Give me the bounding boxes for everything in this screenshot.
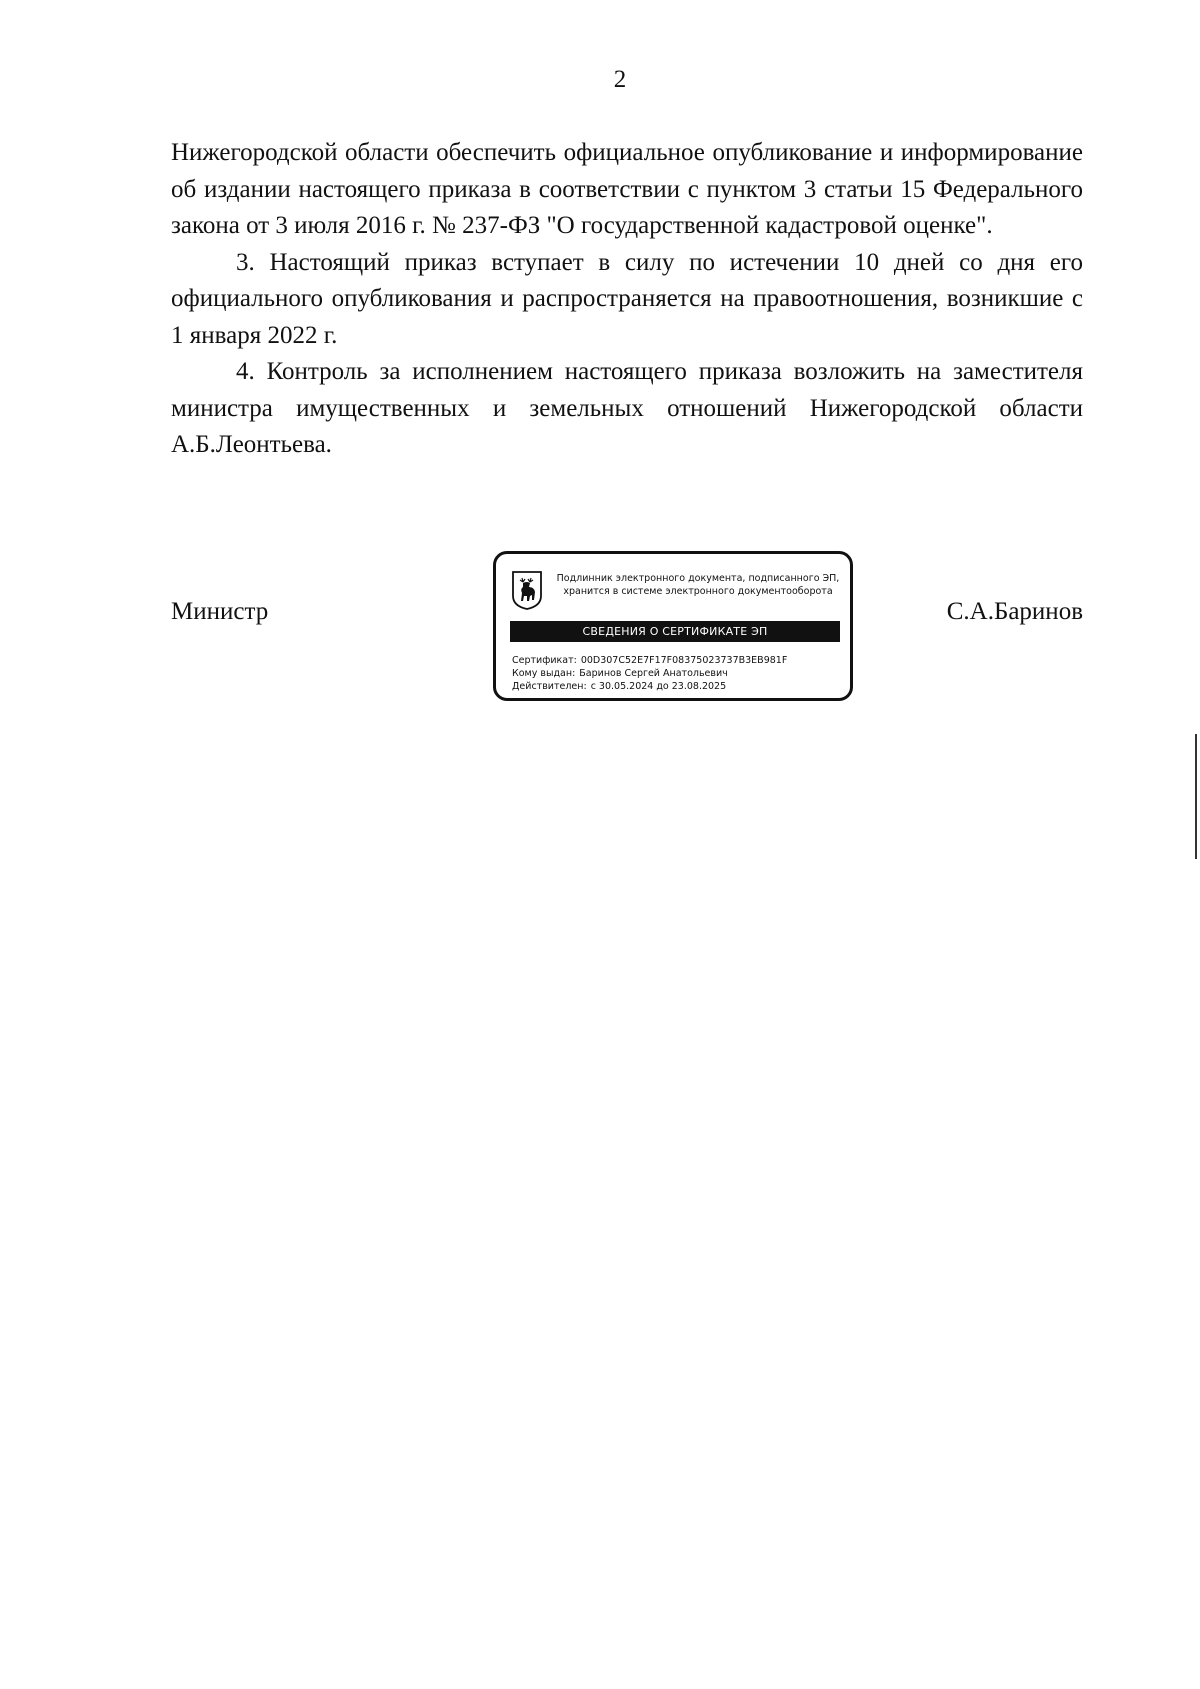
scan-margin-line — [1195, 734, 1197, 859]
stamp-certificate-bar: СВЕДЕНИЯ О СЕРТИФИКАТЕ ЭП — [510, 621, 840, 642]
paragraph-continuation: Нижегородской области обеспечить официальное опубликование и информирование об издании настоящего приказа в соответствии с пунктом 3 статьи 15 Федерального закона от 3 июля 2016 г. № 237-ФЗ "О государственной кадастровой оценке". — [171, 139, 1083, 239]
paragraph-item-4: 4. Контроль за исполнением настоящего приказа возложить на заместителя министра имущественных и земельных отношений Нижегородской области А.Б.Леонтьева. — [171, 358, 1083, 458]
signatory-title: Министр — [171, 598, 269, 625]
issued-to-row — [512, 667, 787, 680]
validity-label: Действителен: — [512, 681, 587, 692]
paragraph-item-3: 3. Настоящий приказ вступает в силу по истечении 10 дней со дня его официального опубликования и распространяется на правоотношения, возникшие с 1 января 2022 г. — [171, 248, 1083, 349]
document-body — [171, 135, 1083, 464]
validity-row — [512, 680, 787, 693]
stamp-header-line: хранится в системе электронного документооборота — [563, 586, 833, 597]
stamp-certificate-details — [512, 654, 787, 693]
certificate-value: 00D307C52E7F17F08375023737B3EB981F — [580, 655, 788, 666]
page-number: 2 — [613, 66, 627, 93]
certificate-row — [512, 654, 787, 667]
stamp-header — [552, 572, 844, 598]
electronic-signature-stamp — [493, 551, 853, 701]
signatory-name: С.А.Баринов — [946, 598, 1083, 625]
certificate-label: Сертификат: — [512, 655, 577, 666]
issued-to-value: Баринов Сергей Анатольевич — [579, 668, 728, 679]
validity-value: с 30.05.2024 до 23.08.2025 — [590, 681, 727, 692]
issued-to-label: Кому выдан: — [512, 668, 576, 679]
deer-coat-of-arms-icon — [511, 570, 543, 610]
stamp-header-line: Подлинник электронного документа, подписанного ЭП, — [556, 573, 840, 584]
